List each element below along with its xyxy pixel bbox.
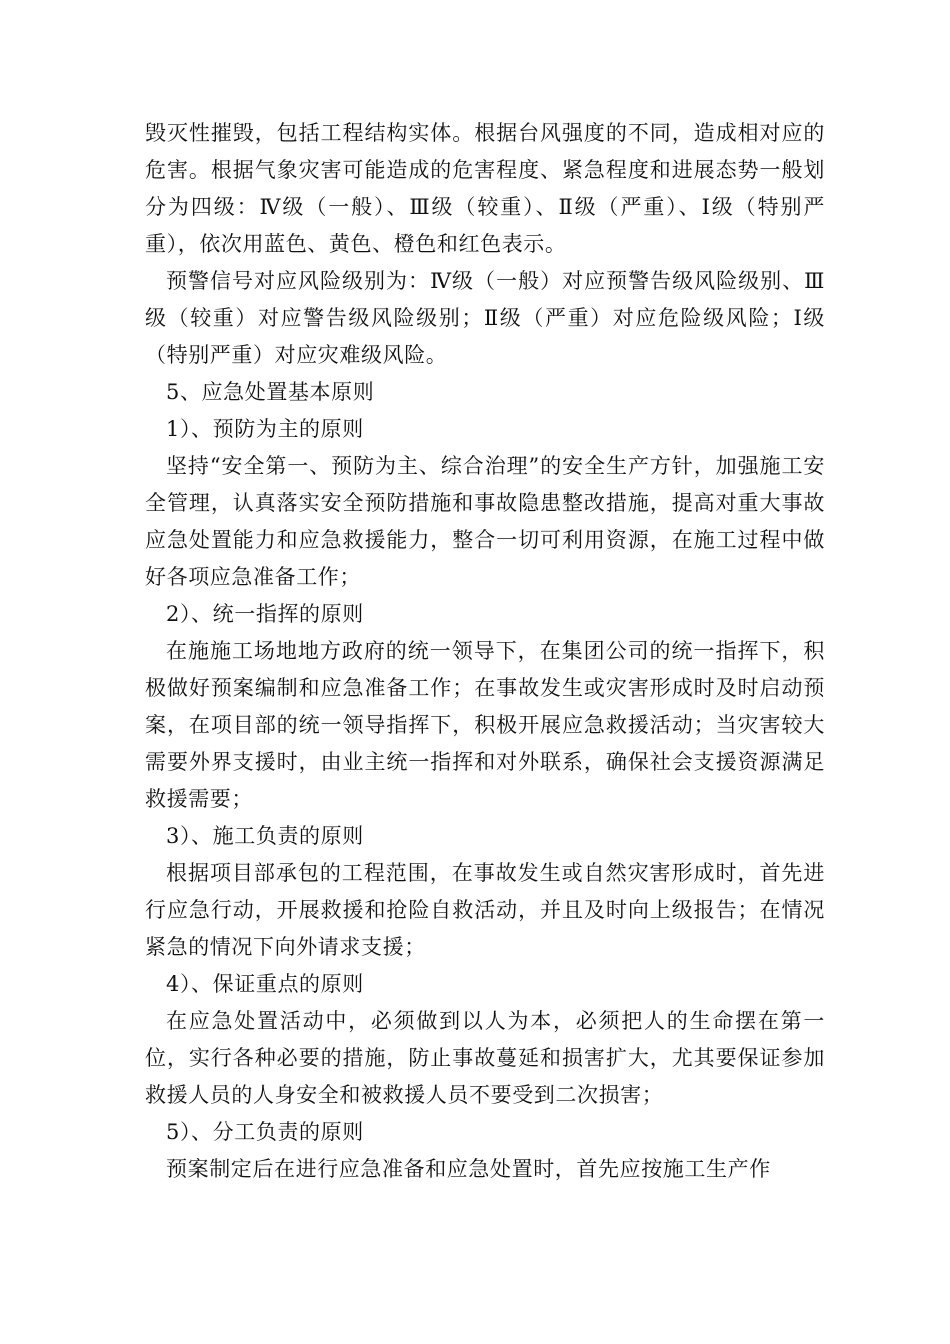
body-paragraph: 预案制定后在进行应急准备和应急处置时，首先应按施工生产作 xyxy=(166,1157,771,1181)
body-paragraph: 在应急处置活动中，必须做到以人为本，必须把人的生命摆在第一位，实行各种必要的措施，防止事故蔓延和损害扩大，尤其要保证参加救援人员的人身安全和被救援人员不要受到二次损害； xyxy=(145,1009,825,1107)
body-paragraph: 在施施工场地地方政府的统一领导下，在集团公司的统一指挥下，积极做好预案编制和应急准备工作；在事故发生或灾害形成时及时启动预案，在项目部的统一领导指挥下，积极开展应急救援活动；当灾害较大需要外界支援时，由业主统一指挥和对外联系，确保社会支援资源满足救援需要； xyxy=(145,639,825,811)
body-paragraph: 坚持“安全第一、预防为主、综合治理”的安全生产方针，加强施工安全管理，认真落实安全预防措施和事故隐患整改措施，提高对重大事故应急处置能力和应急救援能力，整合一切可利用资源，在施工过程中做好各项应急准备工作； xyxy=(145,454,825,589)
subsection-heading: 1）、预防为主的原则 xyxy=(166,417,364,441)
subsection-heading: 5）、分工负责的原则 xyxy=(166,1120,364,1144)
subsection-heading: 4）、保证重点的原则 xyxy=(166,972,364,996)
body-paragraph: 毁灭性摧毁，包括工程结构实体。根据台风强度的不同，造成相对应的危害。根据气象灾害可能造成的危害程度、紧急程度和进展态势一般划分为四级：Ⅳ级（一般）、Ⅲ级（较重）、Ⅱ级（严重）、Ⅰ级（特别严重），依次用蓝色、黄色、橙色和红色表示。 xyxy=(145,121,825,256)
subsection-heading: 2）、统一指挥的原则 xyxy=(166,602,364,626)
body-paragraph: 预警信号对应风险级别为：Ⅳ级（一般）对应预警告级风险级别、Ⅲ级（较重）对应警告级风险级别；Ⅱ级（严重）对应危险级风险；Ⅰ级（特别严重）对应灾难级风险。 xyxy=(145,269,825,367)
body-paragraph: 根据项目部承包的工程范围，在事故发生或自然灾害形成时，首先进行应急行动，开展救援和抢险自救活动，并且及时向上级报告；在情况紧急的情况下向外请求支援； xyxy=(145,861,825,959)
subsection-heading: 3）、施工负责的原则 xyxy=(166,824,364,848)
document-page xyxy=(145,115,825,1188)
section-heading: 5、应急处置基本原则 xyxy=(166,380,375,404)
